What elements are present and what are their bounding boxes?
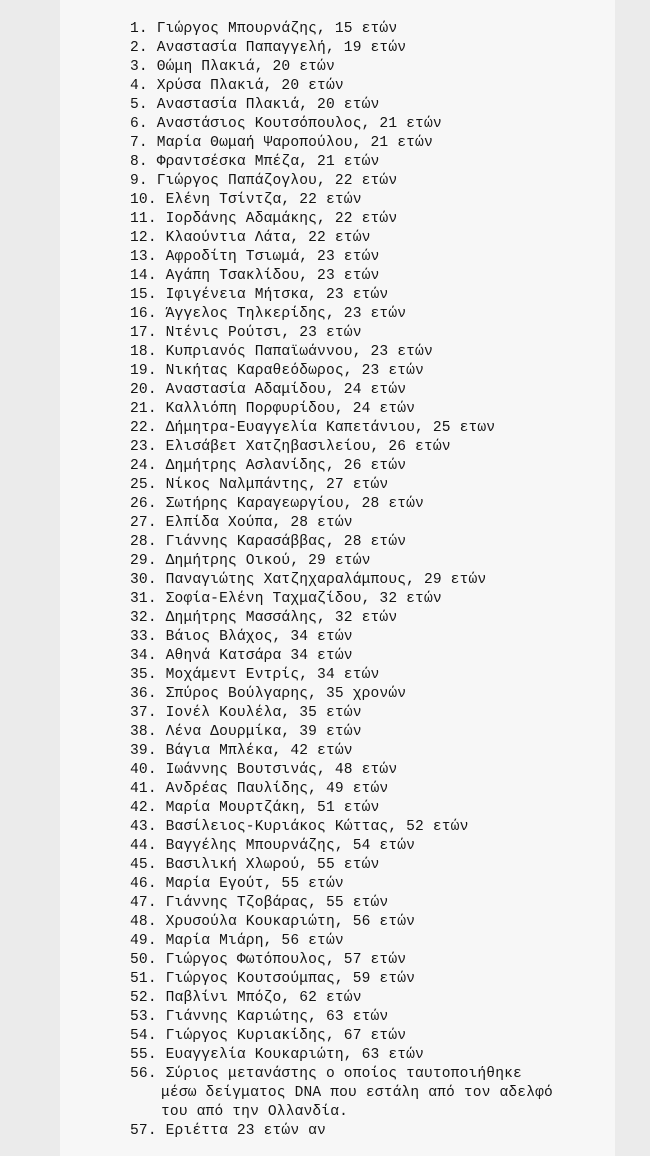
- list-item: 30. Παναγιώτης Χατζηχαραλάμπους, 29 ετών: [130, 572, 487, 588]
- list-item: 12. Κλαούντια Λάτα, 22 ετών: [130, 230, 371, 246]
- list-item: 32. Δημήτρης Μασσάλης, 32 ετών: [130, 610, 398, 626]
- list-item: 20. Αναστασία Αδαμίδου, 24 ετών: [130, 382, 407, 398]
- list-item: 22. Δήμητρα-Ευαγγελία Καπετάνιου, 25 ετων: [130, 420, 496, 436]
- list-item: 53. Γιάννης Καριώτης, 63 ετών: [130, 1009, 389, 1025]
- list-item: 3. Θώμη Πλακιά, 20 ετών: [130, 59, 335, 75]
- list-item: 6. Αναστάσιος Κουτσόπουλος, 21 ετών: [130, 116, 442, 132]
- list-item: 27. Ελπίδα Χούπα, 28 ετών: [130, 515, 353, 531]
- list-item: 49. Μαρία Μιάρη, 56 ετών: [130, 933, 344, 949]
- list-item: 19. Νικήτας Καραθεόδωρος, 23 ετών: [130, 363, 424, 379]
- list-item: 2. Αναστασία Παπαγγελή, 19 ετών: [130, 40, 407, 56]
- list-item: 4. Χρύσα Πλακιά, 20 ετών: [130, 78, 344, 94]
- list-item-line: του από την Ολλανδία.: [161, 1104, 349, 1120]
- list-item: 50. Γιώργος Φωτόπουλος, 57 ετών: [130, 952, 407, 968]
- list-item: 10. Ελένη Τσίντζα, 22 ετών: [130, 192, 362, 208]
- list-item-line: μέσω δείγματος DNA που εστάλη από τον αδελφό: [161, 1085, 553, 1101]
- names-list: [130, 20, 580, 1141]
- list-item: 7. Μαρία Θωμαή Ψαροπούλου, 21 ετών: [130, 135, 433, 151]
- list-item: 55. Ευαγγελία Κουκαριώτη, 63 ετών: [130, 1047, 424, 1063]
- list-item-line: 56. Σύριος μετανάστης ο οποίος ταυτοποιήθηκε: [130, 1066, 522, 1082]
- list-item: 44. Βαγγέλης Μπουρνάζης, 54 ετών: [130, 838, 416, 854]
- list-item: 34. Αθηνά Κατσάρα 34 ετών: [130, 648, 353, 664]
- list-item: 1. Γιώργος Μπουρνάζης, 15 ετών: [130, 21, 398, 37]
- list-item: 25. Νίκος Ναλμπάντης, 27 ετών: [130, 477, 389, 493]
- list-item: 57. Εριέττα 23 ετών αν: [130, 1123, 326, 1139]
- list-item-multiline: [130, 1065, 580, 1122]
- list-item: 46. Μαρία Εγούτ, 55 ετών: [130, 876, 344, 892]
- list-item: 33. Βάιος Βλάχος, 34 ετών: [130, 629, 353, 645]
- list-item: 9. Γιώργος Παπάζογλου, 22 ετών: [130, 173, 398, 189]
- list-item: 40. Ιωάννης Βουτσινάς, 48 ετών: [130, 762, 398, 778]
- list-item: 37. Ιονέλ Κουλέλα, 35 ετών: [130, 705, 362, 721]
- list-item: 21. Καλλιόπη Πορφυρίδου, 24 ετών: [130, 401, 416, 417]
- list-item: 39. Βάγια Μπλέκα, 42 ετών: [130, 743, 353, 759]
- list-item: 31. Σοφία-Ελένη Ταχμαζίδου, 32 ετών: [130, 591, 442, 607]
- list-item: 41. Ανδρέας Παυλίδης, 49 ετών: [130, 781, 389, 797]
- list-item: 43. Βασίλειος-Κυριάκος Κώττας, 52 ετών: [130, 819, 469, 835]
- list-item: 38. Λένα Δουρμίκα, 39 ετών: [130, 724, 362, 740]
- list-item: 24. Δημήτρης Ασλανίδης, 26 ετών: [130, 458, 407, 474]
- list-item: 13. Αφροδίτη Τσιωμά, 23 ετών: [130, 249, 380, 265]
- list-item: 16. Άγγελος Τηλκερίδης, 23 ετών: [130, 306, 407, 322]
- list-item: 35. Μοχάμεντ Εντρίς, 34 ετών: [130, 667, 380, 683]
- list-item: 28. Γιάννης Καρασάββας, 28 ετών: [130, 534, 407, 550]
- list-item: 26. Σωτήρης Καραγεωργίου, 28 ετών: [130, 496, 424, 512]
- list-item: 48. Χρυσούλα Κουκαριώτη, 56 ετών: [130, 914, 416, 930]
- list-item: 29. Δημήτρης Οικού, 29 ετών: [130, 553, 371, 569]
- list-item: 15. Ιφιγένεια Μήτσκα, 23 ετών: [130, 287, 389, 303]
- list-item: 18. Κυπριανός Παπαϊωάννου, 23 ετών: [130, 344, 433, 360]
- list-item: 47. Γιάννης Τζοβάρας, 55 ετών: [130, 895, 389, 911]
- list-item: 42. Μαρία Μουρτζάκη, 51 ετών: [130, 800, 380, 816]
- list-item: 8. Φραντσέσκα Μπέζα, 21 ετών: [130, 154, 380, 170]
- list-item: 23. Ελισάβετ Χατζηβασιλείου, 26 ετών: [130, 439, 451, 455]
- list-item: 5. Αναστασία Πλακιά, 20 ετών: [130, 97, 380, 113]
- list-item: 14. Αγάπη Τσακλίδου, 23 ετών: [130, 268, 380, 284]
- list-item: 17. Ντένις Ρούτσι, 23 ετών: [130, 325, 362, 341]
- list-item: 45. Βασιλική Χλωρού, 55 ετών: [130, 857, 380, 873]
- list-item: 52. Παβλίνι Μπόζο, 62 ετών: [130, 990, 362, 1006]
- list-item: 54. Γιώργος Κυριακίδης, 67 ετών: [130, 1028, 407, 1044]
- list-item: 11. Ιορδάνης Αδαμάκης, 22 ετών: [130, 211, 398, 227]
- list-item: 36. Σπύρος Βούλγαρης, 35 χρονών: [130, 686, 407, 702]
- list-item: 51. Γιώργος Κουτσούμπας, 59 ετών: [130, 971, 416, 987]
